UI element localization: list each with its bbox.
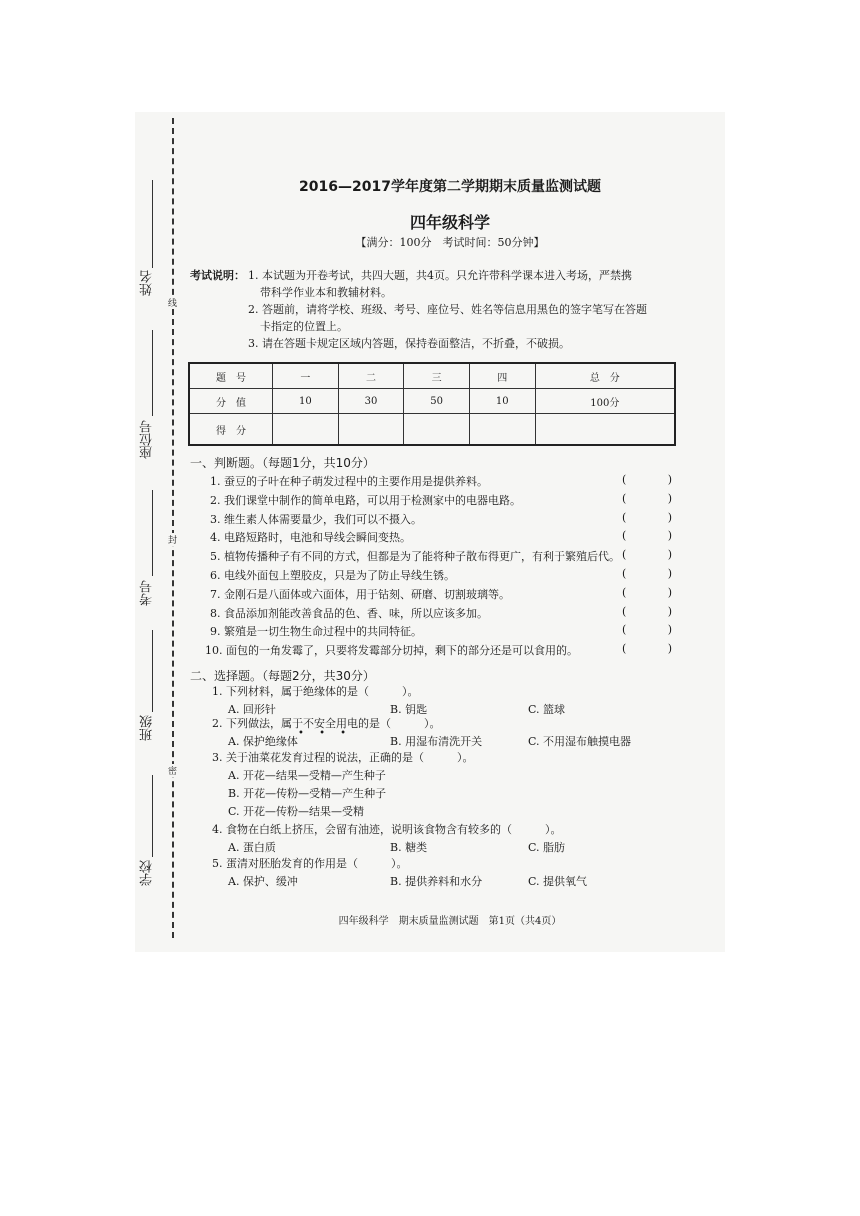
paren-open: ( xyxy=(622,642,627,656)
judgment-item: 2. 我们课堂中制作的简单电路，可以用于检测家中的电器电路。 xyxy=(210,493,521,507)
judgment-item: 3. 维生素人体需要量少，我们可以不摄入。 xyxy=(210,512,422,526)
table-cell: 四 xyxy=(469,363,535,389)
paren-close: ) xyxy=(667,642,672,656)
table-cell: 三 xyxy=(404,363,470,389)
table-cell: 50 xyxy=(404,389,470,414)
paren-open: ( xyxy=(622,604,627,618)
choice-option[interactable]: C. 提供氧气 xyxy=(528,875,588,888)
answer-parentheses[interactable] xyxy=(622,642,672,655)
score-entry-cell xyxy=(469,414,535,446)
class-label: 班级 xyxy=(140,715,155,741)
choice-option[interactable]: C. 篮球 xyxy=(528,703,566,716)
answer-parentheses[interactable] xyxy=(622,605,672,618)
table-cell: 10 xyxy=(469,389,535,414)
judgment-item: 9. 繁殖是一切生物生命过程中的共同特征。 xyxy=(210,625,422,639)
choice-question-stem: 2. 下列做法，属于不安全用电的是（ ）。 xyxy=(212,717,441,730)
choice-question-stem: 4. 食物在白纸上挤压，会留有油迹，说明该食物含有较多的（ ）。 xyxy=(212,823,562,836)
score-table xyxy=(188,362,676,446)
table-cell: 30 xyxy=(338,389,404,414)
score-entry-cell xyxy=(338,414,404,446)
answer-parentheses[interactable] xyxy=(622,586,672,599)
judgment-item: 8. 食品添加剂能改善食品的色、香、味，所以应该多加。 xyxy=(210,606,488,620)
seat-label: 座位号 xyxy=(140,420,155,459)
paren-open: ( xyxy=(622,510,627,524)
paren-close: ) xyxy=(667,623,672,637)
paren-open: ( xyxy=(622,585,627,599)
answer-parentheses[interactable] xyxy=(622,623,672,636)
paren-open: ( xyxy=(622,623,627,637)
judgment-item: 4. 电路短路时，电池和导线会瞬间变热。 xyxy=(210,531,411,545)
choice-option[interactable]: A. 保护绝缘体 xyxy=(228,735,298,748)
answer-parentheses[interactable] xyxy=(622,529,672,542)
paren-open: ( xyxy=(622,529,627,543)
table-cell: 得 分 xyxy=(189,414,273,446)
page-footer: 四年级科学 期末质量监测试题 第1页（共4页） xyxy=(338,916,562,927)
table-cell: 100分 xyxy=(535,389,675,414)
paren-open: ( xyxy=(622,548,627,562)
paren-close: ) xyxy=(667,510,672,524)
table-cell: 二 xyxy=(338,363,404,389)
exam-number-label: 考号 xyxy=(140,580,155,606)
answer-parentheses[interactable] xyxy=(622,511,672,524)
choice-option[interactable]: B. 糖类 xyxy=(390,841,428,854)
exam-subtitle: 四年级科学 xyxy=(409,213,490,232)
class-blank xyxy=(152,630,153,712)
binding-mark-secret: 密 xyxy=(168,764,177,777)
table-row xyxy=(189,363,675,389)
judgment-item: 5. 植物传播种子有不同的方式，但都是为了能将种子散布得更广，有利于繁殖后代。 xyxy=(210,550,620,564)
judgment-item: 7. 金刚石是八面体或六面体，用于钻刻、研磨、切割玻璃等。 xyxy=(210,587,510,601)
instruction-line: 卡指定的位置上。 xyxy=(260,320,348,333)
paren-open: ( xyxy=(622,491,627,505)
choice-question-stem: 3. 关于油菜花发育过程的说法，正确的是（ ）。 xyxy=(212,751,474,764)
choice-option[interactable]: B. 开花—传粉—受精—产生种子 xyxy=(228,787,387,800)
table-cell: 10 xyxy=(273,389,339,414)
choice-option[interactable]: A. 蛋白质 xyxy=(228,841,276,854)
choice-option[interactable]: A. 开花—结果—受精—产生种子 xyxy=(228,769,386,782)
paren-open: ( xyxy=(622,567,627,580)
paren-close: ) xyxy=(667,529,672,543)
choice-option[interactable]: A. 回形针 xyxy=(228,703,276,716)
answer-parentheses[interactable] xyxy=(622,567,672,580)
school-label: 学校 xyxy=(140,860,155,886)
answer-parentheses[interactable] xyxy=(622,548,672,561)
choice-question-stem: 1. 下列材料，属于绝缘体的是（ ）。 xyxy=(212,685,419,698)
score-entry-cell xyxy=(404,414,470,446)
binding-mark-seal: 封 xyxy=(168,533,177,546)
table-cell: 一 xyxy=(273,363,339,389)
answer-parentheses[interactable] xyxy=(622,492,672,505)
choice-option[interactable]: B. 提供养料和水分 xyxy=(390,875,483,888)
table-cell: 分 值 xyxy=(189,389,273,414)
section2-heading: 二、选择题。（每题2分，共30分） xyxy=(190,669,375,683)
instructions-label: 考试说明： xyxy=(190,269,245,282)
judgment-item: 1. 蚕豆的子叶在种子萌发过程中的主要作用是提供养料。 xyxy=(210,475,488,488)
paren-close: ) xyxy=(667,473,672,486)
paren-close: ) xyxy=(667,585,672,599)
judgment-item: 6. 电线外面包上塑胶皮，只是为了防止导线生锈。 xyxy=(210,569,455,582)
instruction-line: 1. 本试题为开卷考试，共四大题，共4页。只允许带科学课本进入考场，严禁携 xyxy=(248,269,632,282)
exam-meta: 【满分：100分 考试时间：50分钟】 xyxy=(355,236,545,249)
score-entry-cell xyxy=(535,414,675,446)
judgment-item: 10. 面包的一角发霉了，只要将发霉部分切掉，剩下的部分还是可以食用的。 xyxy=(205,644,578,658)
choice-option[interactable]: B. 钥匙 xyxy=(390,703,428,716)
score-entry-cell xyxy=(273,414,339,446)
exam-title: 2016—2017学年度第二学期期末质量监测试题 xyxy=(299,179,601,195)
name-blank xyxy=(152,180,153,268)
paren-close: ) xyxy=(667,491,672,505)
table-cell: 题 号 xyxy=(189,363,273,389)
paren-close: ) xyxy=(667,548,672,562)
school-blank xyxy=(152,775,153,857)
paren-close: ) xyxy=(667,567,672,580)
binding-dashed-line xyxy=(172,118,174,938)
choice-option[interactable]: A. 保护、缓冲 xyxy=(228,875,298,888)
name-label: 姓名 xyxy=(140,270,155,296)
instruction-line: 3. 请在答题卡规定区域内答题，保持卷面整洁，不折叠，不破损。 xyxy=(248,337,570,350)
seat-blank xyxy=(152,330,153,416)
choice-question-stem: 5. 蛋清对胚胎发育的作用是（ ）。 xyxy=(212,857,408,870)
exam-number-blank xyxy=(152,490,153,576)
binding-mark-line: 线 xyxy=(168,296,177,309)
instruction-line: 带科学作业本和教辅材料。 xyxy=(260,286,392,299)
section1-heading: 一、判断题。（每题1分，共10分） xyxy=(190,456,375,470)
paren-close: ) xyxy=(667,604,672,618)
emphasis-dots: • • • xyxy=(298,728,353,739)
paren-open: ( xyxy=(622,473,627,486)
choice-option[interactable]: C. 开花—传粉—结果—受精 xyxy=(228,805,365,818)
answer-parentheses[interactable] xyxy=(622,473,672,486)
table-row xyxy=(189,414,675,446)
instruction-line: 2. 答题前，请将学校、班级、考号、座位号、姓名等信息用黑色的签字笔写在答题 xyxy=(248,303,647,316)
table-row xyxy=(189,389,675,414)
choice-option[interactable]: C. 脂肪 xyxy=(528,841,566,854)
choice-option[interactable]: B. 用湿布清洗开关 xyxy=(390,735,483,748)
table-cell: 总 分 xyxy=(535,363,675,389)
choice-option[interactable]: C. 不用湿布触摸电器 xyxy=(528,735,632,748)
